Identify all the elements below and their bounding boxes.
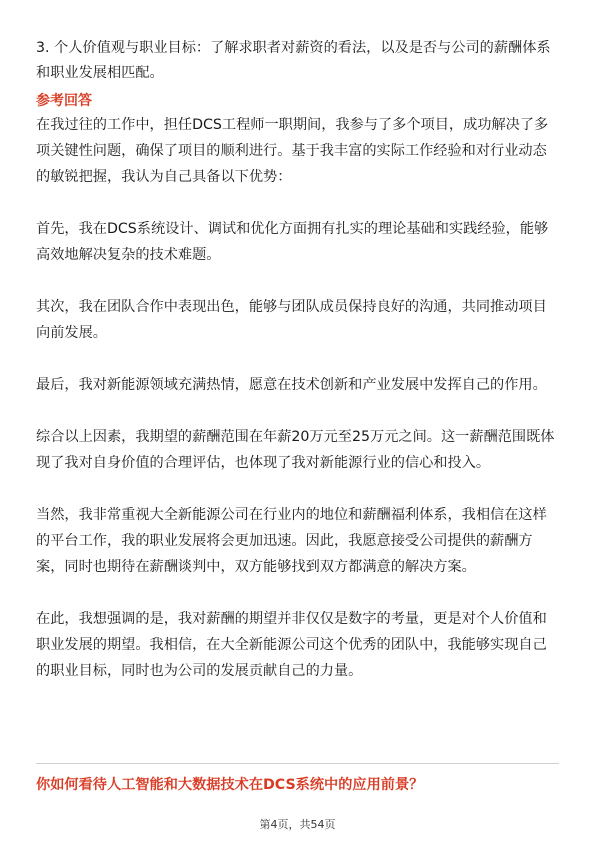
answer-paragraph: 最后，我对新能源领域充满热情，愿意在技术创新和产业发展中发挥自己的作用。 [36,377,547,393]
answer-paragraph: 首先，我在DCS系统设计、调试和优化方面拥有扎实的理论基础和实践经验，能够高效地解决复杂的技术难题。 [36,221,549,263]
answer-paragraph: 其次，我在团队合作中表现出色，能够与团队成员保持良好的沟通，共同推动项目向前发展。 [36,299,547,341]
answer-paragraph: 综合以上因素，我期望的薪酬范围在年薪20万元至25万元之间。这一薪酬范围既体现了我对自身价值的合理评估，也体现了我对新能源行业的信心和投入。 [36,429,555,471]
answer-paragraph: 当然，我非常重视大全新能源公司在行业内的地位和薪酬福利体系，我相信在这样的平台工作，我的职业发展将会更加迅速。因此，我愿意接受公司提供的薪酬方案，同时也期待在薪酬谈判中，双方能够找到双方都满意的解决方案。 [36,507,547,575]
question-text: 3. 个人价值观与职业目标：了解求职者对薪资的看法，以及是否与公司的薪酬体系和职业发展相匹配。 [36,40,551,81]
answer-body [36,112,559,684]
section-divider [36,763,559,764]
answer-paragraph: 在我过往的工作中，担任DCS工程师一职期间，我参与了多个项目，成功解决了多项关键性问题，确保了项目的顺利进行。基于我丰富的实际工作经验和对行业动态的敏锐把握，我认为自己具备以下优势： [36,117,549,185]
answer-paragraph: 在此，我想强调的是，我对薪酬的期望并非仅仅是数字的考量，更是对个人价值和职业发展的期望。我相信，在大全新能源公司这个优秀的团队中，我能够实现自己的职业目标，同时也为公司的发展贡献自己的力量。 [36,611,547,679]
document-body [36,36,559,684]
next-question-heading: 你如何看待人工智能和大数据技术在DCS系统中的应用前景？ [36,777,424,793]
page-number-footer: 第4页，共54页 [259,818,336,831]
answer-label: 参考回答 [36,93,92,109]
